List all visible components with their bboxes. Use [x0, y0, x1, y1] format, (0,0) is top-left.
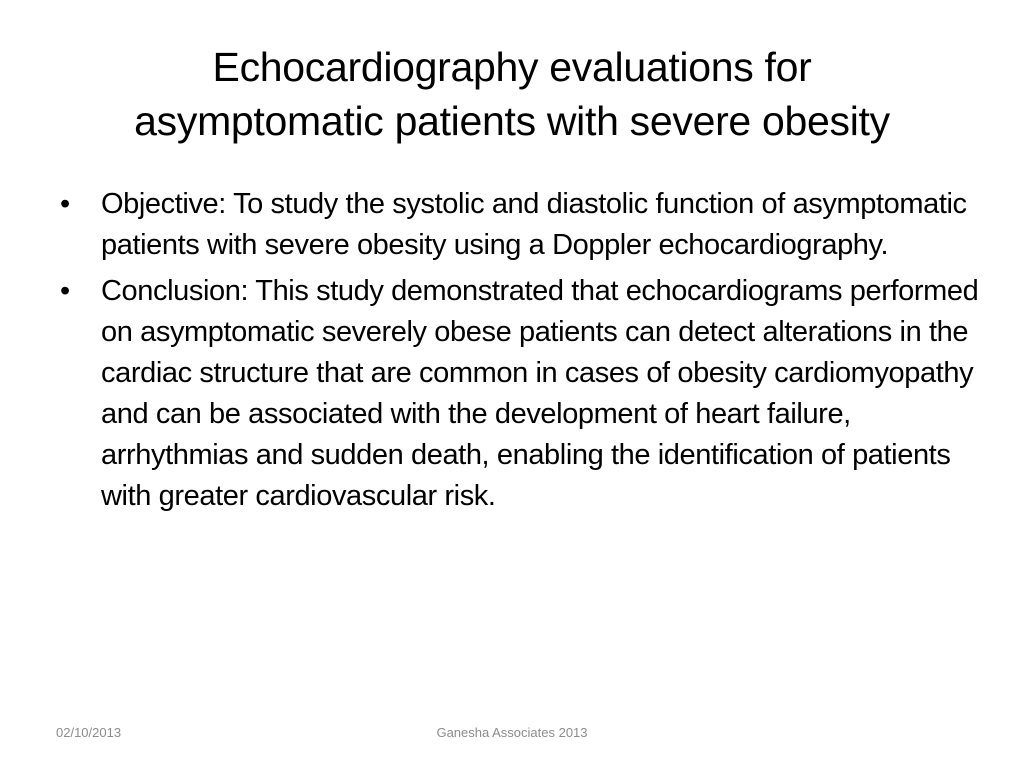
bullet-point-icon: • [60, 188, 70, 220]
footer-date: 02/10/2013 [56, 725, 122, 740]
bullet-text-objective: Objective: To study the systolic and diastolic function of asymptomatic patients with severe obesity using a Doppler echocardiography. [101, 188, 967, 261]
slide-title-line-2: asymptomatic patients with severe obesity [134, 98, 890, 144]
slide-title [40, 40, 984, 148]
bullet-item-conclusion [56, 271, 986, 517]
footer-center-text: Ganesha Associates 2013 [436, 725, 588, 740]
bullet-point-icon: • [60, 275, 70, 307]
bullet-item-objective [56, 184, 986, 266]
bullet-text-conclusion: Conclusion: This study demonstrated that echocardiograms performed on asymptomatic severely obese patients can detect alterations in the cardiac structure that are common in cases of obesity cardiomyopathy and can be associated with the development of heart failure, arrhythmias and sudden death, enabling the identification of patients with greater cardiovascular risk. [101, 275, 979, 512]
bullet-list [56, 184, 986, 522]
slide-title-line-1: Echocardiography evaluations for [212, 44, 812, 90]
